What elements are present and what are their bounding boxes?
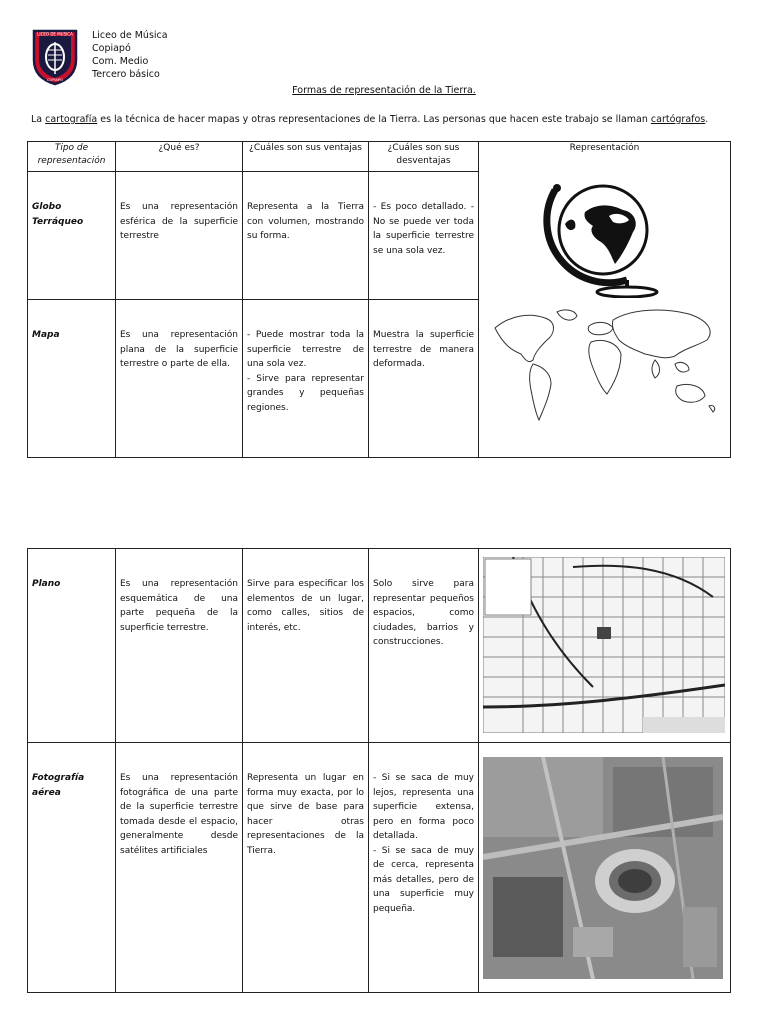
table-row — [28, 549, 731, 743]
cell-globo-desventajas: - Es poco detallado. - No se puede ver toda la superficie terrestre se una sola vez. — [369, 172, 479, 300]
cell-mapa-ventajas — [243, 300, 369, 458]
school-info — [92, 29, 168, 81]
intro-text: La — [31, 114, 46, 125]
header-ventajas: ¿Cuáles son sus ventajas — [243, 142, 369, 172]
cell-foto-ventajas: Representa un lugar en forma muy exacta, por lo que sirve de base para hacer otras representaciones de la Tierra. — [243, 743, 369, 993]
table-row — [28, 172, 731, 300]
representations-table-1 — [27, 141, 731, 458]
cell-foto-desventajas — [369, 743, 479, 993]
header-tipo: Tipo de representación — [28, 142, 116, 172]
term-cartografia: cartografía — [45, 114, 98, 125]
intro-text: es la técnica de hacer mapas y otras representaciones de la Tierra. Las personas que hacen este trabajo se llaman — [97, 114, 651, 125]
header-desventajas: ¿Cuáles son sus desventajas — [369, 142, 479, 172]
cell-mapa-que: Es una representación plana de la superficie terrestre o parte de ella. — [116, 300, 243, 458]
school-grade: Tercero básico — [92, 69, 160, 80]
term-cartografos: cartógrafos — [650, 114, 706, 125]
intro-paragraph — [31, 114, 708, 125]
row-label-mapa: Mapa — [28, 300, 116, 458]
row-label-plano: Plano — [28, 549, 116, 743]
row-label-globo: Globo Terráqueo — [28, 172, 116, 300]
header-que: ¿Qué es? — [116, 142, 243, 172]
city-plan-image — [483, 557, 725, 733]
aerial-photo-image — [483, 757, 723, 979]
world-map-image — [485, 300, 723, 428]
foto-desventaja-1: - Si se saca de muy lejos, representa una superficie extensa, pero en forma poco detallada. — [373, 773, 474, 841]
cell-globo-ventajas: Representa a la Tierra con volumen, mostrando su forma. — [243, 172, 369, 300]
cell-plano-ventajas: Sirve para especificar los elementos de un lugar, como calles, sitios de interés, etc. — [243, 549, 369, 743]
foto-desventaja-2: - Si se saca de muy de cerca, representa más detalles, pero de una superficie muy pequeña. — [373, 845, 474, 914]
cell-foto-que: Es una representación fotográfica de una parte de la superficie terrestre tomada desde el espacio, generalmente desde satélites artificiales — [116, 743, 243, 993]
row-label-foto: Fotografía aérea — [28, 743, 116, 993]
table-header-row — [28, 142, 731, 172]
cell-mapa-desventajas: Muestra la superficie terrestre de manera deformada. — [369, 300, 479, 458]
cell-representacion-foto — [479, 743, 731, 993]
table-row — [28, 743, 731, 993]
cell-plano-desventajas: Solo sirve para representar pequeños espacios, como ciudades, barrios y construcciones. — [369, 549, 479, 743]
school-name: Liceo de Música — [92, 30, 168, 41]
mapa-ventaja-2: - Sirve para representar grandes y pequeñas regiones. — [247, 373, 364, 413]
cell-representacion-globo-mapa — [479, 172, 731, 458]
globe-image — [543, 172, 669, 298]
mapa-ventaja-1: - Puede mostrar toda la superficie terrestre de una sola vez. — [247, 330, 364, 369]
cell-representacion-plano — [479, 549, 731, 743]
svg-text:LICEO DE MUSICA: LICEO DE MUSICA — [37, 31, 73, 37]
cell-globo-que: Es una representación esférica de la superficie terrestre — [116, 172, 243, 300]
header-representacion: Representación — [479, 142, 731, 172]
representations-table-2 — [27, 548, 731, 993]
cell-plano-que: Es una representación esquemática de una parte pequeña de la superficie terrestre. — [116, 549, 243, 743]
page-title: Formas de representación de la Tierra. — [292, 85, 476, 96]
school-city: Copiapó — [92, 43, 131, 54]
school-crest-icon — [31, 28, 79, 86]
svg-text:COPIAPO: COPIAPO — [46, 78, 64, 82]
intro-text: . — [705, 114, 709, 125]
school-level: Com. Medio — [92, 56, 149, 67]
